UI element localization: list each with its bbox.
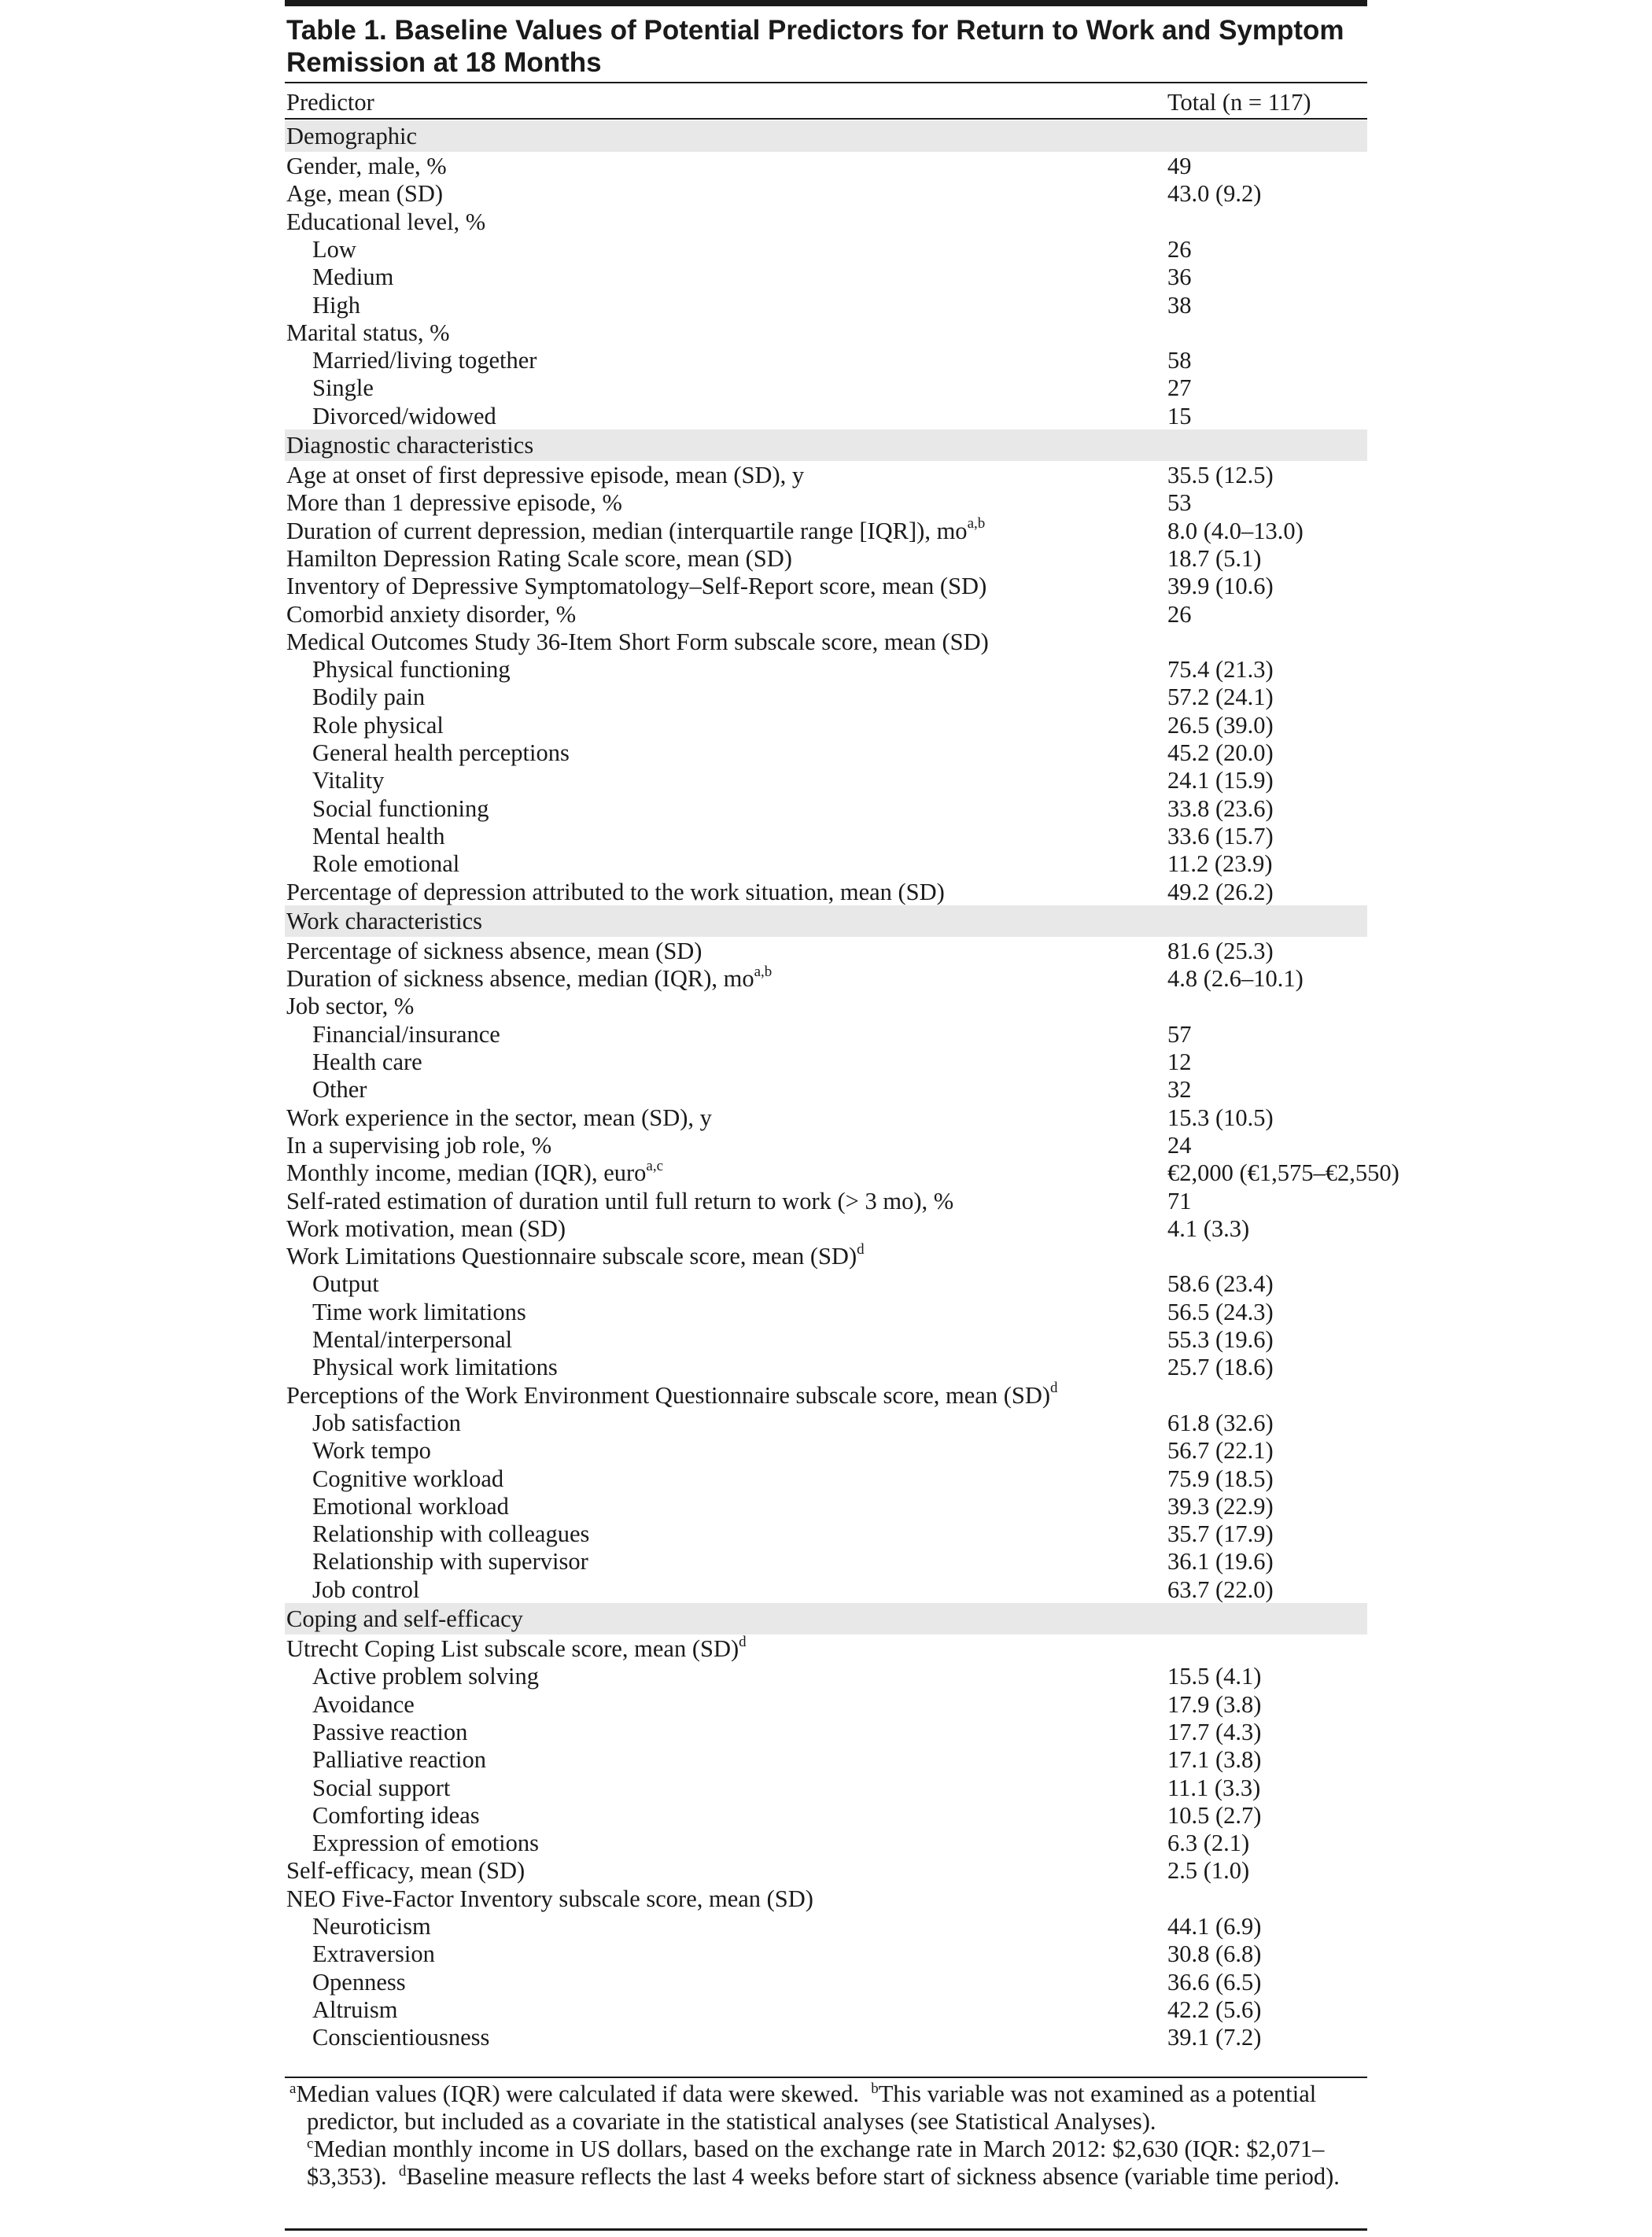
row-value: 11.2 (23.9) — [1167, 850, 1273, 878]
table-row — [285, 1381, 1367, 1410]
row-label: Physical functioning — [312, 656, 511, 684]
row-label: Single — [312, 374, 374, 402]
row-label: Social functioning — [312, 794, 489, 822]
row-footnote-mark: a,b — [754, 963, 773, 980]
row-label: Relationship with colleagues — [312, 1520, 590, 1548]
row-value: 55.3 (19.6) — [1167, 1326, 1274, 1353]
table-row — [285, 1774, 1367, 1802]
footnote-a-mark: a — [289, 2080, 297, 2097]
row-value: 61.8 (32.6) — [1167, 1409, 1274, 1436]
table-row — [285, 263, 1367, 291]
row-value: 17.7 (4.3) — [1167, 1718, 1262, 1745]
row-label: Financial/insurance — [312, 1020, 500, 1048]
row-value: 39.9 (10.6) — [1167, 573, 1274, 600]
row-value: 2.5 (1.0) — [1167, 1857, 1250, 1885]
table-row — [285, 794, 1367, 823]
table-row — [285, 152, 1367, 180]
row-label: Avoidance — [312, 1690, 415, 1718]
row-value: 36 — [1167, 264, 1192, 291]
table-row — [285, 2023, 1367, 2051]
section-label: Demographic — [286, 123, 417, 149]
row-label: Low — [312, 235, 356, 263]
row-value: 32 — [1167, 1076, 1192, 1104]
row-label: Work Limitations Questionnaire subscale score, mean (SD)$^d$ — [286, 1240, 865, 1270]
row-label: Hamilton Depression Rating Scale score, mean (SD) — [286, 544, 792, 572]
table-row — [285, 1690, 1367, 1719]
row-label: Palliative reaction — [312, 1746, 487, 1774]
table-row — [285, 572, 1367, 600]
row-footnote-mark: a,b — [967, 515, 986, 533]
table-bottom-rule — [285, 2077, 1367, 2078]
section-header — [285, 429, 1367, 461]
row-value: 17.9 (3.8) — [1167, 1690, 1262, 1718]
table-row — [285, 1996, 1367, 2024]
row-value: 42.2 (5.6) — [1167, 1996, 1262, 2023]
row-value: 26.5 (39.0) — [1167, 711, 1274, 739]
row-label: Utrecht Coping List subscale score, mean (SD)$^d$ — [286, 1633, 747, 1662]
table-row — [285, 346, 1367, 374]
row-value: 39.3 (22.9) — [1167, 1492, 1274, 1520]
table-row — [285, 1745, 1367, 1774]
row-label: Neuroticism — [312, 1913, 431, 1940]
table-row — [285, 374, 1367, 402]
table-row — [285, 544, 1367, 573]
table-row — [285, 1492, 1367, 1520]
row-label: Output — [312, 1270, 379, 1298]
table-row — [285, 1940, 1367, 1968]
row-label: Work motivation, mean (SD) — [286, 1214, 566, 1242]
table-row — [285, 235, 1367, 264]
table-row — [285, 766, 1367, 794]
section-header — [285, 1603, 1367, 1634]
row-label: High — [312, 291, 360, 319]
table-row — [285, 1520, 1367, 1548]
row-label: Vitality — [312, 767, 385, 794]
row-label: Work tempo — [312, 1437, 431, 1465]
row-value: 75.9 (18.5) — [1167, 1465, 1274, 1492]
row-value: 4.1 (3.3) — [1167, 1214, 1250, 1242]
table-row — [285, 1214, 1367, 1243]
row-value: 12 — [1167, 1048, 1192, 1075]
table-row — [285, 739, 1367, 767]
footnote-b-mark: b — [871, 2080, 879, 2097]
table-row — [285, 208, 1367, 236]
row-label: Job satisfaction — [312, 1409, 461, 1436]
row-label: NEO Five-Factor Inventory subscale score, mean (SD) — [286, 1885, 813, 1912]
section-header — [285, 905, 1367, 937]
table-row — [285, 937, 1367, 965]
section-header — [285, 120, 1367, 152]
row-value: 57.2 (24.1) — [1167, 684, 1274, 711]
row-label: Time work limitations — [312, 1298, 526, 1325]
row-label: Relationship with supervisor — [312, 1548, 588, 1575]
row-label: Educational level, % — [286, 208, 486, 235]
table-row — [285, 1020, 1367, 1048]
row-label: Inventory of Depressive Symptomatology–Self-Report score, mean (SD) — [286, 573, 987, 600]
row-value: 6.3 (2.1) — [1167, 1830, 1250, 1857]
row-label: Active problem solving — [312, 1663, 540, 1690]
table-row — [285, 655, 1367, 684]
table-row — [285, 683, 1367, 711]
row-label: Marital status, % — [286, 319, 450, 346]
table-row — [285, 1075, 1367, 1104]
header-bottom-rule — [285, 118, 1367, 120]
row-label: Openness — [312, 1968, 406, 1996]
row-value: 45.2 (20.0) — [1167, 739, 1274, 766]
section-label: Coping and self-efficacy — [286, 1605, 523, 1632]
row-value: 27 — [1167, 374, 1192, 402]
row-value: 15.5 (4.1) — [1167, 1663, 1262, 1690]
table-row — [285, 711, 1367, 739]
row-value: 58.6 (23.4) — [1167, 1270, 1274, 1298]
table-row — [285, 1353, 1367, 1381]
row-value: 17.1 (3.8) — [1167, 1746, 1262, 1774]
table-row — [285, 1242, 1367, 1270]
row-value: 38 — [1167, 291, 1192, 319]
row-value: 63.7 (22.0) — [1167, 1575, 1274, 1603]
row-label: Gender, male, % — [286, 153, 447, 179]
row-label: Duration of current depression, median (interquartile range [IQR]), mo$^{a,b}$ — [286, 515, 986, 544]
table-row — [285, 1829, 1367, 1857]
row-value: 44.1 (6.9) — [1167, 1913, 1262, 1940]
table-row — [285, 1048, 1367, 1076]
row-value: 49 — [1167, 153, 1192, 179]
table-title: Table 1. Baseline Values of Potential Predictors for Return to Work and Symptom Remission at 18 Months — [286, 15, 1344, 78]
row-label: Married/living together — [312, 347, 537, 374]
footnote-c-mark: c — [307, 2135, 314, 2152]
table-row — [285, 1547, 1367, 1575]
row-footnote-mark: d — [739, 1633, 747, 1650]
row-label: Percentage of sickness absence, mean (SD) — [286, 937, 702, 964]
table-row — [285, 1104, 1367, 1132]
row-value: 4.8 (2.6–10.1) — [1167, 965, 1304, 993]
table-row — [285, 402, 1367, 430]
table-row — [285, 1856, 1367, 1885]
row-label: Perceptions of the Work Environment Questionnaire subscale score, mean (SD)$^d$ — [286, 1380, 1058, 1409]
row-label: Monthly income, median (IQR), euro$^{a,c}$ — [286, 1158, 664, 1187]
footnote-a: Median values (IQR) were calculated if data were skewed. — [296, 2080, 860, 2107]
table-row — [285, 1801, 1367, 1830]
table-row — [285, 1634, 1367, 1663]
header-total: Total (n = 117) — [1167, 89, 1311, 116]
row-value: 49.2 (26.2) — [1167, 878, 1274, 905]
table-row — [285, 1912, 1367, 1940]
row-label: Mental health — [312, 822, 445, 849]
section-label: Work characteristics — [286, 907, 483, 934]
row-value: 18.7 (5.1) — [1167, 544, 1262, 572]
row-label: Role emotional — [312, 850, 460, 878]
footnote-d: Baseline measure reflects the last 4 weeks before start of sickness absence (variable time period). — [406, 2163, 1340, 2190]
row-label: Role physical — [312, 711, 444, 739]
table-row — [285, 517, 1367, 545]
row-value: 11.1 (3.3) — [1167, 1774, 1261, 1801]
footnotes — [285, 2080, 1367, 2191]
row-label: General health perceptions — [312, 739, 570, 766]
table-row — [285, 1465, 1367, 1493]
row-label: Duration of sickness absence, median (IQR), mo$^{a,b}$ — [286, 963, 773, 993]
row-value: 57 — [1167, 1020, 1192, 1048]
row-label: Mental/interpersonal — [312, 1326, 513, 1353]
table-row — [285, 1718, 1367, 1746]
row-label: Comorbid anxiety disorder, % — [286, 600, 577, 628]
row-value: 43.0 (9.2) — [1167, 180, 1262, 208]
row-label: Job sector, % — [286, 993, 415, 1020]
table-row — [285, 1158, 1399, 1187]
row-value: 39.1 (7.2) — [1167, 2024, 1262, 2051]
table-row — [285, 179, 1367, 208]
row-value: 24 — [1167, 1131, 1192, 1159]
row-label: Work experience in the sector, mean (SD), y — [286, 1104, 712, 1131]
row-label: Job control — [312, 1575, 420, 1603]
header-predictor: Predictor — [286, 89, 374, 116]
row-label: Divorced/widowed — [312, 402, 496, 429]
row-label: Conscientiousness — [312, 2024, 490, 2051]
row-value: 81.6 (25.3) — [1167, 937, 1274, 964]
row-value: 24.1 (15.9) — [1167, 767, 1274, 794]
table-row — [285, 1575, 1367, 1604]
row-value: 33.6 (15.7) — [1167, 822, 1274, 849]
row-value: 56.7 (22.1) — [1167, 1437, 1274, 1465]
row-label: Bodily pain — [312, 684, 426, 711]
row-value: 26 — [1167, 600, 1192, 628]
row-value: 15 — [1167, 402, 1192, 429]
table-row — [285, 964, 1367, 993]
row-value: 58 — [1167, 347, 1192, 374]
table-row — [285, 878, 1367, 906]
row-value: 53 — [1167, 489, 1192, 517]
footnote-block — [285, 2080, 1367, 2191]
bottom-rule — [285, 2228, 1367, 2231]
row-value: €2,000 (€1,575–€2,550) — [1167, 1159, 1399, 1187]
row-label: More than 1 depressive episode, % — [286, 489, 622, 517]
table-row — [285, 461, 1367, 489]
table-row — [285, 1885, 1367, 1913]
row-label: Passive reaction — [312, 1718, 468, 1745]
row-label: Age at onset of first depressive episode, mean (SD), y — [286, 462, 805, 488]
section-label: Diagnostic characteristics — [286, 432, 534, 459]
top-rule — [285, 0, 1367, 6]
row-value: 71 — [1167, 1187, 1192, 1214]
row-label: Cognitive workload — [312, 1465, 504, 1492]
footnote-d-mark: d — [398, 2162, 407, 2180]
table-row — [285, 1409, 1367, 1437]
table-row — [285, 849, 1367, 878]
row-label: Extraversion — [312, 1940, 435, 1968]
table-row — [285, 488, 1367, 517]
row-footnote-mark: d — [857, 1240, 865, 1258]
row-value: 8.0 (4.0–13.0) — [1167, 517, 1304, 544]
row-footnote-mark: d — [1050, 1380, 1058, 1397]
row-label: Health care — [312, 1048, 422, 1075]
table-row — [285, 628, 1367, 656]
row-label: Other — [312, 1076, 367, 1104]
row-value: 26 — [1167, 235, 1192, 263]
row-label: Expression of emotions — [312, 1830, 540, 1857]
table-row — [285, 1436, 1367, 1465]
row-label: Emotional workload — [312, 1492, 509, 1520]
row-label: Self-rated estimation of duration until full return to work (> 3 mo), % — [286, 1187, 954, 1214]
table-row — [285, 319, 1367, 347]
row-label: Medium — [312, 264, 394, 291]
row-value: 30.8 (6.8) — [1167, 1940, 1262, 1968]
table-row — [285, 1187, 1367, 1215]
table-row — [285, 1270, 1367, 1298]
row-value: 36.1 (19.6) — [1167, 1548, 1274, 1575]
header-top-rule — [285, 82, 1367, 83]
row-label: Medical Outcomes Study 36-Item Short Form subscale score, mean (SD) — [286, 628, 989, 655]
row-value: 35.7 (17.9) — [1167, 1520, 1274, 1548]
row-value: 10.5 (2.7) — [1167, 1801, 1262, 1829]
row-value: 33.8 (23.6) — [1167, 794, 1274, 822]
row-value: 25.7 (18.6) — [1167, 1354, 1274, 1381]
row-value: 56.5 (24.3) — [1167, 1298, 1274, 1325]
row-label: Social support — [312, 1774, 451, 1801]
table-row — [285, 1298, 1367, 1326]
row-footnote-mark: a,c — [646, 1158, 664, 1175]
table-row — [285, 1131, 1367, 1159]
footnote-c: Median monthly income in US dollars, based on the exchange rate in March 2012: $2,630 (IQR: $2,071–$3,353). — [307, 2136, 1325, 2190]
table-row — [285, 992, 1367, 1020]
row-label: Comforting ideas — [312, 1801, 480, 1829]
table-row — [285, 822, 1367, 850]
table-row — [285, 291, 1367, 319]
table-row — [285, 1325, 1367, 1354]
row-label: In a supervising job role, % — [286, 1131, 552, 1159]
row-value: 15.3 (10.5) — [1167, 1104, 1274, 1131]
table-row — [285, 1662, 1367, 1690]
table-row — [285, 1968, 1367, 1996]
table-header — [285, 88, 1367, 116]
footnote-b: This variable was not examined as a potential predictor, but included as a covariate in the statistical analyses (see Statistical Analyses). — [307, 2080, 1317, 2135]
row-label: Age, mean (SD) — [286, 180, 444, 208]
row-label: Physical work limitations — [312, 1354, 558, 1381]
row-value: 75.4 (21.3) — [1167, 656, 1274, 684]
row-value: 36.6 (6.5) — [1167, 1968, 1262, 1996]
row-label: Self-efficacy, mean (SD) — [286, 1857, 525, 1885]
row-value: 35.5 (12.5) — [1167, 462, 1274, 488]
table-row — [285, 600, 1367, 628]
row-label: Percentage of depression attributed to the work situation, mean (SD) — [286, 878, 945, 905]
row-label: Altruism — [312, 1996, 398, 2023]
